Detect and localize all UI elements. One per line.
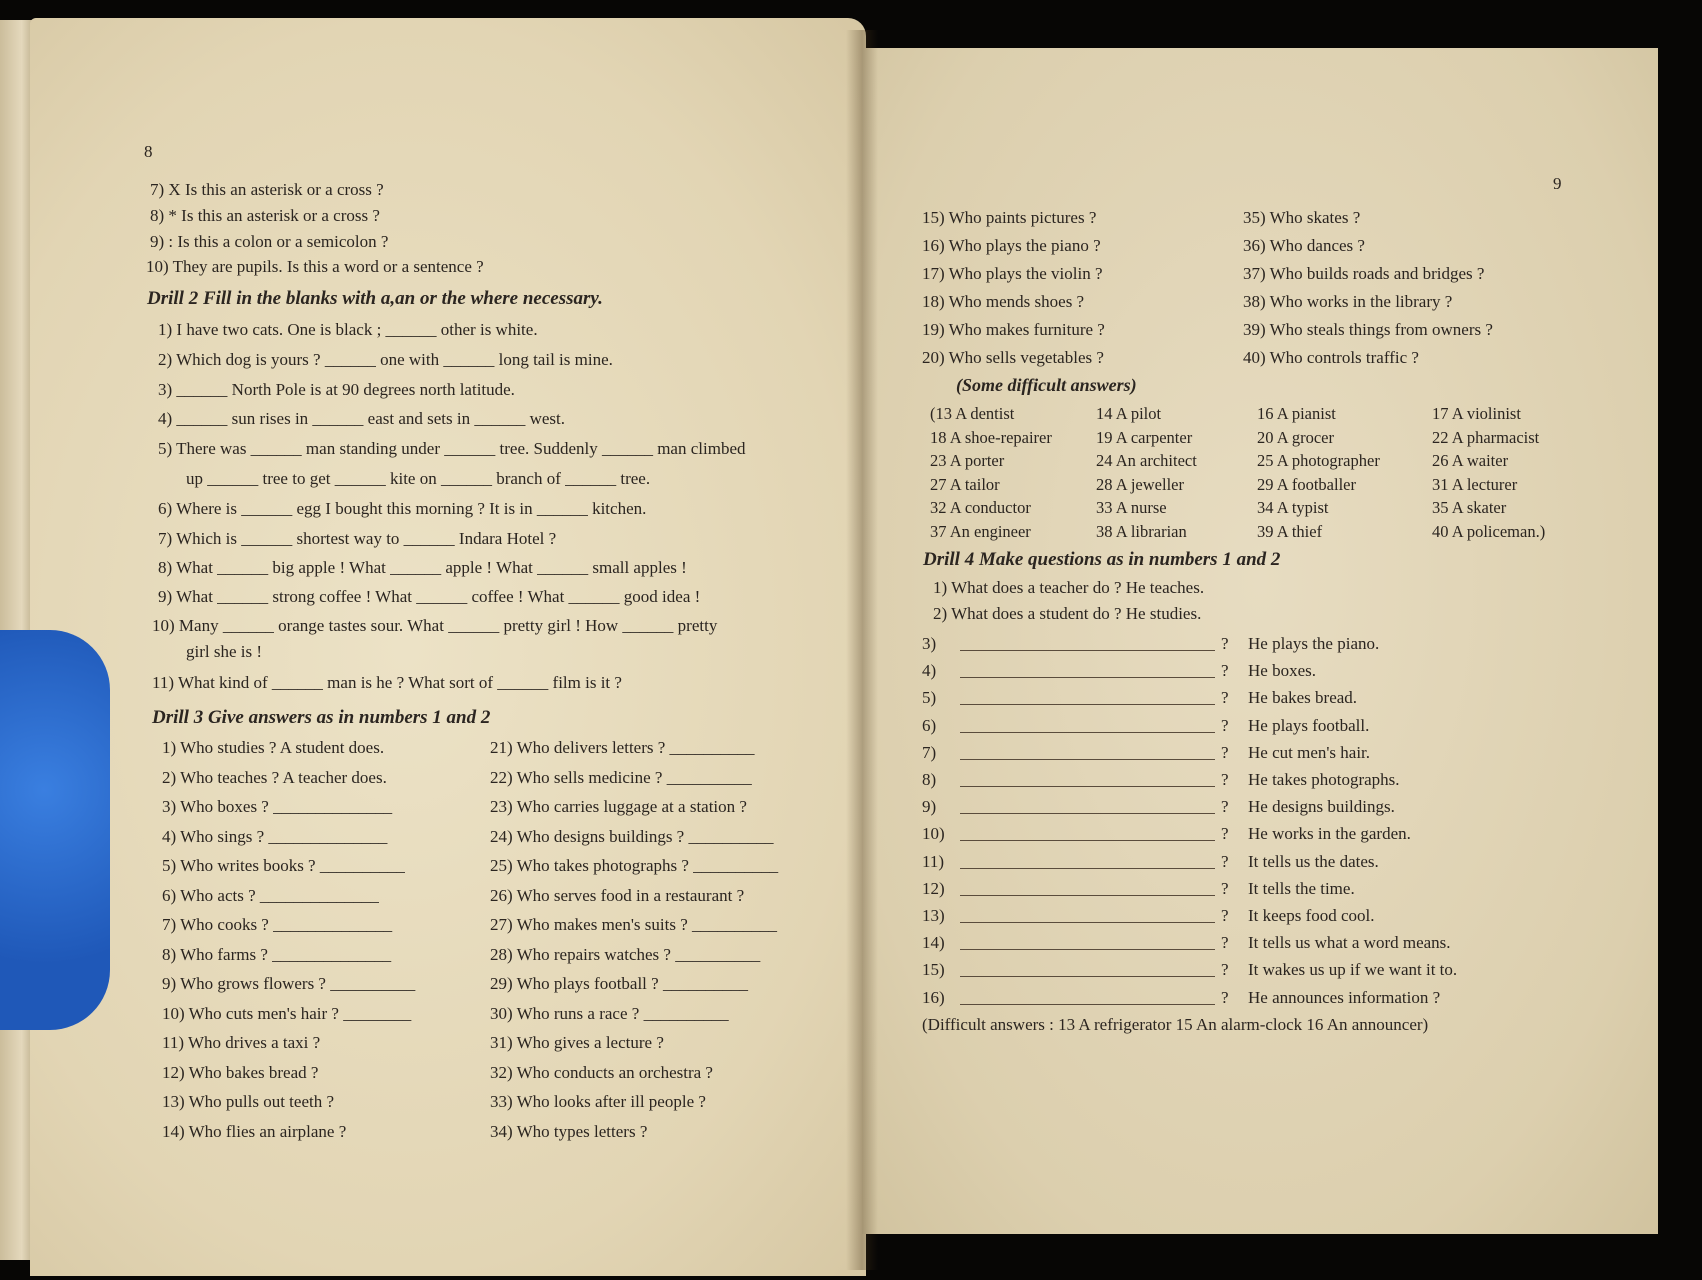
- drill3-question: 4) Who sings ? ______________: [162, 826, 388, 846]
- question-mark: ?: [1221, 851, 1229, 871]
- text-line: 6) Where is ______ egg I bought this morning ? It is in ______ kitchen.: [158, 499, 647, 518]
- item-number: 14): [922, 933, 945, 953]
- drill4-answer: He boxes.: [1248, 661, 1316, 681]
- drill3-question: 9) Who grows flowers ? __________: [162, 974, 416, 993]
- drill3-question: 33) Who looks after ill people ?: [490, 1092, 706, 1111]
- blue-glove: [0, 630, 110, 1030]
- drill3-question: 3) Who boxes ? ______________: [162, 797, 393, 816]
- question: 38) Who works in the library ?: [1243, 292, 1453, 311]
- drill3-question: 21) Who delivers letters ? __________: [490, 738, 755, 757]
- answer-blank: [960, 964, 1215, 977]
- question: 19) Who makes furniture ?: [922, 320, 1105, 339]
- text-line: 9) What ______ strong coffee ! What ______ coffee ! What ______ good idea !: [158, 587, 701, 606]
- drill3-question: 22) Who sells medicine ? __________: [490, 767, 752, 787]
- difficult-answer: 20 A grocer: [1257, 427, 1334, 447]
- difficult-answer: 17 A violinist: [1432, 404, 1521, 423]
- difficult-answer: 31 A lecturer: [1432, 474, 1518, 494]
- difficult-answer: 32 A conductor: [930, 498, 1031, 517]
- question: 16) Who plays the piano ?: [922, 236, 1101, 255]
- answer-blank: [960, 883, 1215, 896]
- question-mark: ?: [1221, 742, 1229, 762]
- drill3-question: 7) Who cooks ? ______________: [162, 915, 393, 934]
- drill4-answer: It wakes us up if we want it to.: [1248, 960, 1458, 980]
- drill3-question: 28) Who repairs watches ? __________: [490, 944, 761, 964]
- difficult-answer: (13 A dentist: [930, 404, 1015, 423]
- drill3-question: 32) Who conducts an orchestra ?: [490, 1062, 713, 1082]
- text-line: 9) : Is this a colon or a semicolon ?: [150, 232, 389, 251]
- difficult-answer: 37 An engineer: [930, 521, 1031, 541]
- difficult-answers-footer: (Difficult answers : 13 A refrigerator 15 An alarm-clock 16 An announcer): [922, 1015, 1429, 1034]
- drill4-heading: Drill 4 Make questions as in numbers 1 and 2: [923, 549, 1281, 570]
- question: 20) Who sells vegetables ?: [922, 348, 1104, 367]
- drill3-question: 1) Who studies ? A student does.: [162, 738, 385, 757]
- item-number: 6): [922, 715, 937, 735]
- item-number: 3): [922, 634, 937, 653]
- difficult-answer: 26 A waiter: [1432, 451, 1509, 470]
- drill3-question: 10) Who cuts men's hair ? ________: [162, 1003, 412, 1023]
- drill4-answer: It tells us the dates.: [1248, 851, 1379, 871]
- text-line: 7) X Is this an asterisk or a cross ?: [150, 180, 384, 199]
- text-line: up ______ tree to get ______ kite on ______ branch of ______ tree.: [186, 469, 651, 488]
- item-number: 7): [922, 742, 937, 762]
- answer-blank: [960, 828, 1215, 841]
- text-line: 11) What kind of ______ man is he ? What sort of ______ film is it ?: [152, 673, 622, 692]
- text-line: 3) ______ North Pole is at 90 degrees north latitude.: [158, 380, 515, 399]
- question: 36) Who dances ?: [1243, 236, 1365, 255]
- drill4-answer: He works in the garden.: [1248, 824, 1411, 844]
- question: 35) Who skates ?: [1243, 208, 1361, 227]
- difficult-answer: 25 A photographer: [1257, 451, 1380, 470]
- book-gutter: [846, 30, 878, 1270]
- drill3-question: 26) Who serves food in a restaurant ?: [490, 885, 745, 905]
- question: 40) Who controls traffic ?: [1243, 348, 1419, 367]
- answer-blank: [960, 774, 1215, 787]
- item-number: 5): [922, 688, 937, 708]
- question: 17) Who plays the violin ?: [922, 264, 1103, 283]
- text-line: 1) I have two cats. One is black ; ______ other is white.: [158, 320, 538, 339]
- item-number: 11): [922, 851, 945, 871]
- difficult-answer: 39 A thief: [1257, 521, 1323, 541]
- difficult-answer: 34 A typist: [1257, 498, 1329, 517]
- difficult-answer: 29 A footballer: [1257, 474, 1356, 494]
- drill4-answer: He plays the piano.: [1248, 634, 1380, 653]
- question-mark: ?: [1221, 634, 1229, 653]
- drill-heading: Drill 3 Give answers as in numbers 1 and 2: [152, 707, 491, 728]
- difficult-answer: 14 A pilot: [1096, 404, 1162, 423]
- drill-heading: Drill 2 Fill in the blanks with a,an or the where necessary.: [147, 288, 603, 309]
- item-number: 16): [922, 987, 945, 1007]
- question-mark: ?: [1221, 770, 1229, 789]
- text-line: 8) What ______ big apple ! What ______ apple ! What ______ small apples !: [158, 558, 687, 577]
- answer-blank: [960, 801, 1215, 814]
- drill4-example-2: 2) What does a student do ? He studies.: [933, 604, 1202, 623]
- answer-blank: [960, 937, 1215, 950]
- question-mark: ?: [1221, 661, 1229, 681]
- drill4-answer: He plays football.: [1248, 715, 1370, 735]
- answer-blank: [960, 692, 1215, 705]
- item-number: 13): [922, 906, 945, 925]
- question-mark: ?: [1221, 987, 1229, 1007]
- drill3-question: 30) Who runs a race ? __________: [490, 1003, 729, 1023]
- difficult-answer: 16 A pianist: [1257, 404, 1336, 423]
- drill3-question: 31) Who gives a lecture ?: [490, 1033, 664, 1052]
- question-mark: ?: [1221, 878, 1229, 898]
- question: 15) Who paints pictures ?: [922, 208, 1097, 227]
- text-line: 5) There was ______ man standing under ______ tree. Suddenly ______ man climbed: [158, 439, 746, 458]
- difficult-answer: 40 A policeman.): [1432, 521, 1546, 541]
- text-line: 10) They are pupils. Is this a word or a sentence ?: [146, 257, 484, 276]
- drill4-answer: He announces information ?: [1248, 987, 1441, 1007]
- text-line: 7) Which is ______ shortest way to ______ Indara Hotel ?: [158, 529, 557, 548]
- item-number: 9): [922, 797, 937, 817]
- difficult-answer: 22 A pharmacist: [1432, 427, 1540, 447]
- item-number: 15): [922, 960, 945, 980]
- question-mark: ?: [1221, 906, 1229, 925]
- item-number: 4): [922, 661, 937, 681]
- question-mark: ?: [1221, 960, 1229, 980]
- drill3-question: 11) Who drives a taxi ?: [162, 1033, 321, 1052]
- drill3-question: 25) Who takes photographs ? __________: [490, 856, 779, 875]
- drill4-answer: He takes photographs.: [1248, 770, 1400, 789]
- question: 18) Who mends shoes ?: [922, 292, 1085, 311]
- difficult-answer: 33 A nurse: [1096, 498, 1167, 517]
- text-line: 2) Which dog is yours ? ______ one with ______ long tail is mine.: [158, 350, 613, 369]
- difficult-answers-heading: (Some difficult answers): [956, 375, 1137, 395]
- drill3-question: 23) Who carries luggage at a station ?: [490, 797, 747, 816]
- drill4-answer: It keeps food cool.: [1248, 906, 1375, 925]
- drill3-question: 34) Who types letters ?: [490, 1121, 648, 1141]
- difficult-answer: 18 A shoe-repairer: [930, 427, 1052, 447]
- difficult-answer: 19 A carpenter: [1096, 427, 1193, 447]
- drill3-question: 24) Who designs buildings ? __________: [490, 826, 774, 846]
- answer-blank: [960, 638, 1215, 651]
- drill3-question: 14) Who flies an airplane ?: [162, 1121, 347, 1141]
- drill3-question: 5) Who writes books ? __________: [162, 856, 405, 875]
- drill4-answer: It tells us what a word means.: [1248, 933, 1451, 953]
- text-line: 8) * Is this an asterisk or a cross ?: [150, 206, 380, 225]
- drill3-question: 27) Who makes men's suits ? __________: [490, 915, 777, 934]
- text-line: 10) Many ______ orange tastes sour. What ______ pretty girl ! How ______ pretty: [152, 616, 718, 635]
- question-mark: ?: [1221, 688, 1229, 708]
- answer-blank: [960, 992, 1215, 1005]
- question-mark: ?: [1221, 715, 1229, 735]
- drill3-question: 13) Who pulls out teeth ?: [162, 1092, 335, 1111]
- question-mark: ?: [1221, 824, 1229, 844]
- drill4-answer: He cut men's hair.: [1248, 742, 1371, 762]
- text-line: 4) ______ sun rises in ______ east and sets in ______ west.: [158, 409, 566, 428]
- drill3-question: 29) Who plays football ? __________: [490, 974, 748, 993]
- drill3-question: 12) Who bakes bread ?: [162, 1062, 319, 1082]
- drill4-answer: He bakes bread.: [1248, 688, 1358, 708]
- answer-blank: [960, 856, 1215, 869]
- page-number-right: 9: [1553, 174, 1562, 193]
- question-mark: ?: [1221, 933, 1229, 953]
- answer-blank: [960, 747, 1215, 760]
- difficult-answer: 35 A skater: [1432, 498, 1507, 517]
- question: 37) Who builds roads and bridges ?: [1243, 264, 1485, 283]
- drill4-answer: He designs buildings.: [1248, 797, 1395, 817]
- drill3-question: 6) Who acts ? ______________: [162, 885, 379, 905]
- item-number: 8): [922, 770, 937, 789]
- answer-blank: [960, 720, 1215, 733]
- question: 39) Who steals things from owners ?: [1243, 320, 1493, 339]
- difficult-answer: 27 A tailor: [930, 474, 1000, 494]
- difficult-answer: 28 A jeweller: [1096, 474, 1184, 494]
- drill3-question: 2) Who teaches ? A teacher does.: [162, 767, 387, 787]
- answer-blank: [960, 910, 1215, 923]
- question-mark: ?: [1221, 797, 1229, 817]
- drill4-answer: It tells the time.: [1248, 878, 1355, 898]
- difficult-answer: 38 A librarian: [1096, 521, 1187, 541]
- item-number: 10): [922, 824, 945, 844]
- drill4-example-1: 1) What does a teacher do ? He teaches.: [933, 578, 1205, 597]
- answer-blank: [960, 665, 1215, 678]
- text-line: girl she is !: [186, 642, 263, 661]
- difficult-answer: 24 An architect: [1096, 451, 1197, 470]
- item-number: 12): [922, 878, 945, 898]
- difficult-answer: 23 A porter: [930, 451, 1005, 470]
- page-number-left: 8: [144, 142, 153, 161]
- drill3-question: 8) Who farms ? ______________: [162, 944, 392, 964]
